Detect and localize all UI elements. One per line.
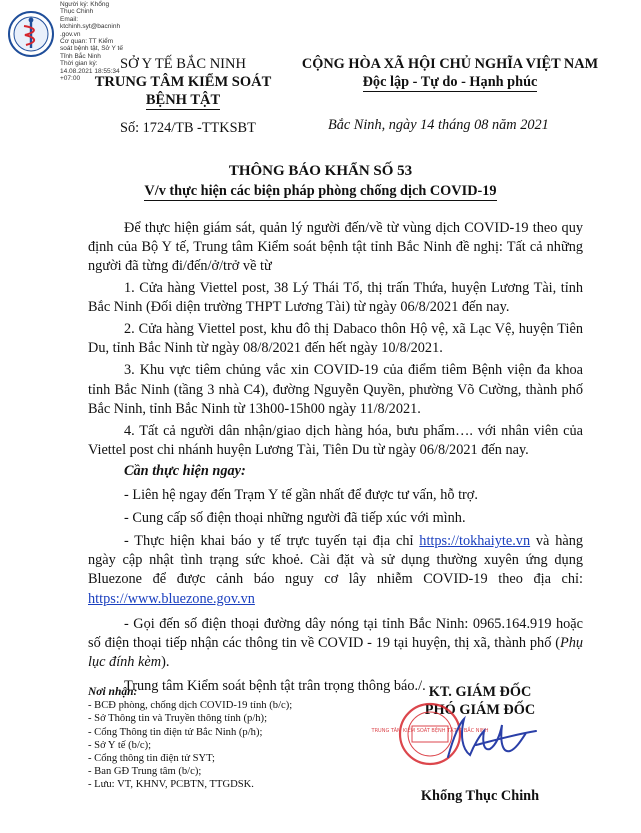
notice-subtitle: V/v thực hiện các biện pháp phòng chống dịch COVID-19: [144, 183, 497, 199]
sig-line: 14.08.2021 18:55:34: [60, 67, 120, 75]
sig-line: soát bệnh tật, Sở Y tế: [60, 45, 123, 53]
sig-line: Cơ quan: TT Kiểm: [60, 38, 114, 46]
place-date: Bắc Ninh, ngày 14 tháng 08 năm 2021: [328, 117, 549, 133]
action-item: - Liên hệ ngay đến Trạm Y tế gần nhất để được tư vấn, hỗ trợ.: [124, 486, 478, 503]
org-name-line1: TRUNG TÂM KIỂM SOÁT: [94, 74, 272, 90]
tokhaiyte-link[interactable]: https://tokhaiyte.vn: [419, 533, 531, 550]
bluezone-link[interactable]: https://www.bluezone.gov.vn: [88, 590, 255, 607]
sig-line: Tỉnh Bắc Ninh: [60, 52, 101, 60]
org-name-line2: BỆNH TẬT: [145, 92, 221, 108]
recipients-block: [88, 686, 318, 792]
location-item: 4. Tất cả người dân nhận/giao dịch hàng hóa, bưu phẩm…. với nhân viên của Viettel post chi nhánh huyện Lương Tài, Tiên Du từ ngày 06/8/2021 đến nay.: [88, 423, 583, 459]
action-item: - Gọi đến số điện thoại đường dây nóng tại tỉnh Bắc Ninh: 0965.164.919 hoặc số điện thoại tiếp nhận các thông tin về COVID - 19 tại huyện, thị xã, thành phố (Phụ lục đính kèm).: [88, 615, 583, 671]
action-item: - Thực hiện khai báo y tế trực tuyến tại địa chỉ https://tokhaiyte.vn và hàng ngày cập nhật tình trạng sức khoẻ. Cài đặt và sử dụng thường xuyên ứng dụng Bluezone để được cảnh báo nguy cơ lây nhiễm COVID-19 theo địa chỉ: https://www.bluezone.gov.vn: [88, 533, 583, 607]
country-name: CỘNG HÒA XÃ HỘI CHỦ NGHĨA VIỆT NAM: [301, 56, 599, 72]
action-item: - Cung cấp số điện thoại những người đã tiếp xúc với mình.: [124, 509, 466, 526]
recipient-item: - Lưu: VT, KHNV, PCBTN, TTGDSK.: [88, 779, 254, 791]
signer-position: PHÓ GIÁM ĐỐC: [424, 702, 536, 718]
sig-line: +07:00: [60, 75, 81, 83]
stamp-text: TRUNG TÂM KIỂM SOÁT BỆNH TẬT T. BẮC NINH: [371, 728, 489, 734]
recipient-item: - Ban GĐ Trung tâm (b/c);: [88, 766, 202, 778]
medical-logo-icon: [7, 10, 55, 63]
location-item: 3. Khu vực tiêm chủng vắc xin COVID-19 của điểm tiêm Bệnh viện đa khoa tỉnh Bắc Ninh (tầng 3 nhà C4), đường Nguyễn Quyền, phường Võ Cường, thành phố Bắc Ninh, tỉnh Bắc Ninh từ 13h00-15h00 ngày 11/8/2021.: [88, 362, 583, 417]
location-item: 1. Cửa hàng Viettel post, 38 Lý Thái Tổ, thị trấn Thứa, huyện Lương Tài, tỉnh Bắc Ninh (Đối diện trường THPT Lương Tài) từ ngày 06/8/2021 đến nay.: [88, 279, 583, 315]
ministry-name: SỞ Y TẾ BẮC NINH: [120, 56, 246, 72]
sig-line: Thục Chinh: [60, 8, 94, 16]
recipients-heading: Nơi nhận:: [88, 686, 138, 698]
recipient-item: - Cổng thông tin điện tử SYT;: [88, 753, 215, 765]
intro-paragraph: Để thực hiện giám sát, quản lý người đến/về từ vùng dịch COVID-19 theo quy định của Bộ Y tế, Trung tâm Kiểm soát bệnh tật tỉnh Bắc Ninh đề nghị: Tất cả những người đã từng đi/đến/ở/trở về từ: [88, 220, 583, 275]
signer-name: Khổng Thục Chinh: [420, 788, 540, 804]
recipient-item: - Sở Y tế (b/c);: [88, 739, 152, 751]
sig-line: Email:: [60, 15, 79, 23]
sig-line: Thời gian ký:: [60, 60, 98, 68]
motto: Độc lập - Tự do - Hạnh phúc: [362, 74, 538, 90]
actions-heading: Cần thực hiện ngay:: [124, 463, 246, 480]
document-number: Số: 1724/TB -TTKSBT: [120, 120, 256, 136]
closing-line: Trung tâm Kiểm soát bệnh tật trân trọng thông báo./.: [124, 678, 426, 695]
sig-line: .gov.vn: [60, 30, 81, 38]
recipient-item: - Sở Thông tin và Truyền thông tỉnh (p/h);: [88, 713, 268, 725]
recipient-item: - BCĐ phòng, chống dịch COVID-19 tỉnh (b/c);: [88, 700, 293, 712]
handwritten-signature: [440, 705, 550, 780]
header-right: [290, 55, 610, 92]
signer-kt: KT. GIÁM ĐỐC: [428, 684, 532, 700]
sig-line: ktchinh.syt@bacninh: [60, 23, 121, 31]
header-left: [88, 55, 278, 109]
document-body: [88, 219, 583, 697]
location-item: 2. Cửa hàng Viettel post, khu đô thị Dabaco thôn Hộ vệ, xã Lạc Vệ, huyện Tiên Du, tỉnh Bắc Ninh từ ngày 08/8/2021 đến hết ngày 10/8/2021.: [88, 321, 583, 357]
notice-title: THÔNG BÁO KHẨN SỐ 53: [228, 163, 413, 179]
sig-line: Người ký: Khổng: [60, 1, 110, 8]
recipient-item: - Cổng Thông tin điện tử Bắc Ninh (p/h);: [88, 726, 263, 738]
